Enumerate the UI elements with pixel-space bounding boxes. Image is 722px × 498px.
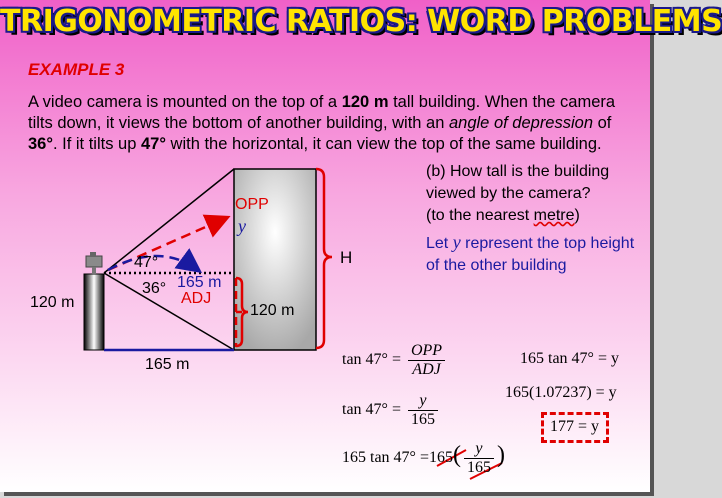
problem-text-3: of: [593, 114, 612, 132]
let-y-text-a: Let: [426, 235, 453, 252]
problem-text-4: . If it tilts up: [52, 135, 141, 153]
question-line-2a: (to the nearest: [426, 207, 534, 224]
ground-distance-label: 165 m: [145, 356, 190, 373]
equation-1: [342, 342, 448, 379]
let-y-variable: y: [452, 232, 461, 252]
eq1-denominator: ADJ: [412, 361, 441, 378]
r2-value: (1.07237: [529, 384, 587, 401]
depression-angle: 36°: [28, 135, 53, 153]
elevation-angle: 47°: [140, 135, 166, 153]
adj-label: ADJ: [181, 290, 212, 307]
eq3-close-paren: ): [496, 442, 505, 469]
r2-rhs: ) = y: [586, 384, 617, 401]
eq3-lhs: 165 tan 47° =: [342, 449, 429, 467]
eq3-fraction: [464, 440, 494, 477]
inner-height-label: 120 m: [250, 302, 295, 319]
problem-text-1: A video camera is mounted on the top of a: [28, 93, 342, 111]
let-y-text-b: represent the top height of the other building: [426, 235, 635, 274]
camera-building-height-label: 120 m: [30, 294, 75, 311]
result-line-2: [505, 384, 617, 402]
eq3-coefficient: 165: [428, 449, 453, 467]
angle-36-label: 36°: [142, 280, 167, 297]
angle-of-depression-term: angle of depression: [448, 114, 594, 132]
eq1-numerator: OPP: [408, 342, 445, 361]
equation-3: [342, 440, 505, 477]
sight-line-top: [104, 169, 234, 273]
opp-label: OPP: [235, 196, 269, 213]
example-label: EXAMPLE 3: [28, 60, 125, 79]
problem-text-5: with the horizontal, it can view the top of the same building.: [165, 135, 602, 153]
camera-icon: [86, 252, 102, 274]
question-line-2c: ): [574, 207, 580, 224]
slide-title: TRIGONOMETRIC RATIOS: WORD PROBLEMS: [0, 4, 722, 39]
eq2-denominator: 165: [410, 411, 435, 428]
eq3-denominator: 165: [466, 459, 491, 476]
eq2-fraction: [408, 392, 438, 429]
H-label: H: [340, 248, 353, 267]
result-line-1: 165 tan 47° = y: [520, 350, 619, 367]
final-answer: 177 = y: [550, 418, 600, 435]
adj-distance-label: 165 m: [177, 274, 222, 291]
eq3-open-paren: (: [452, 442, 461, 469]
eq2-numerator: y: [408, 392, 438, 411]
H-brace: [316, 169, 332, 348]
eq3-numerator: y: [464, 440, 494, 459]
eq2-lhs: tan 47° =: [342, 401, 401, 419]
equation-2: [342, 392, 441, 429]
y-label: y: [238, 216, 246, 236]
r2-coefficient: 165: [505, 384, 529, 401]
eq1-fraction: [408, 342, 445, 379]
question-metre: metre: [533, 207, 575, 224]
question-line-1: (b) How tall is the building viewed by the camera?: [426, 163, 610, 202]
problem-text-2: tall building. When the camera tilts down, it views the bottom of another building, with an: [28, 93, 616, 132]
building-height: 120 m: [341, 93, 389, 111]
angle-47-label: 47°: [134, 254, 159, 271]
eq1-lhs: tan 47° =: [342, 351, 401, 369]
camera-building: [84, 274, 104, 350]
